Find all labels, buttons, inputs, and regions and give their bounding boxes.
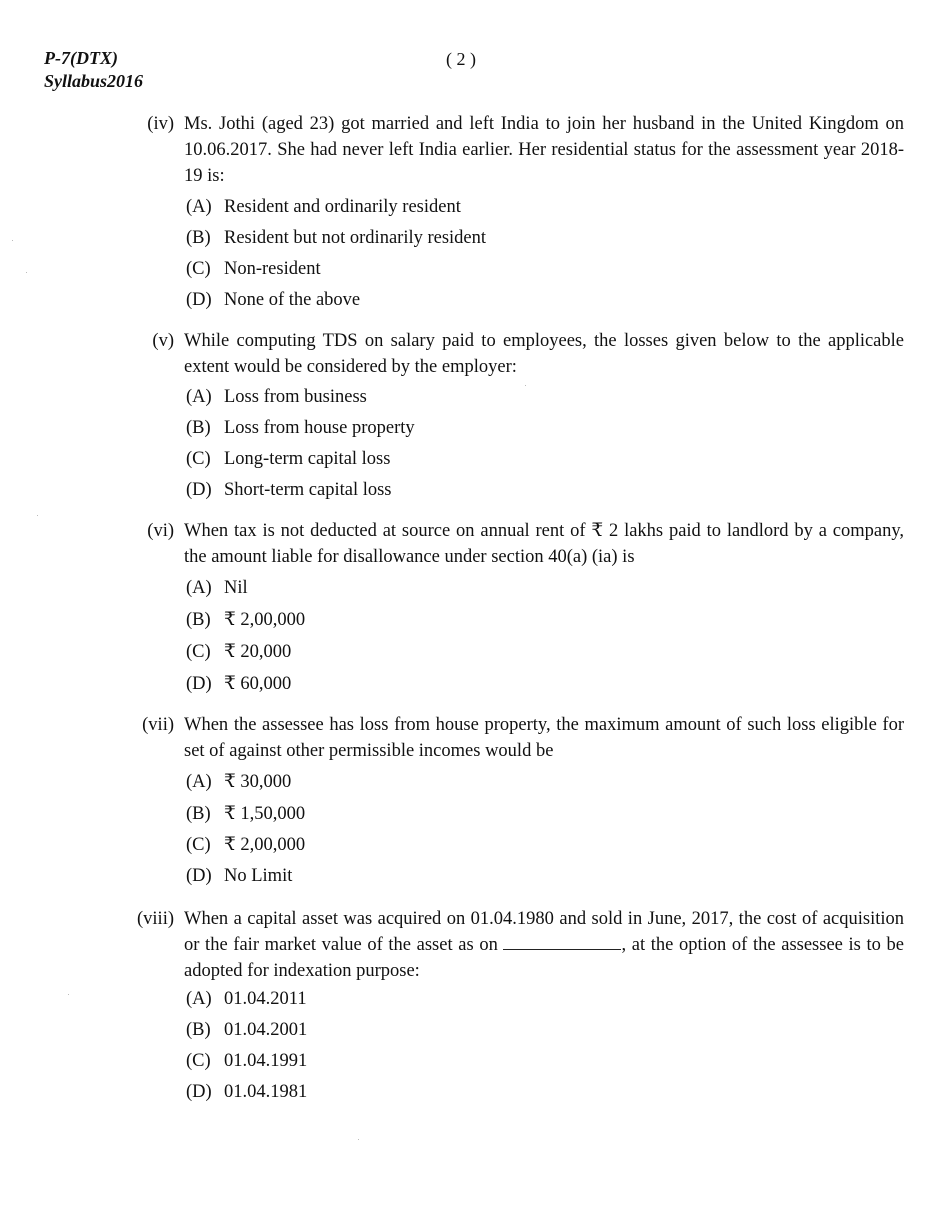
option-b [186, 226, 486, 250]
option-b [186, 416, 415, 440]
question-text: When tax is not deducted at source on annual rent of ₹ 2 lakhs paid to landlord by a company, the amount liable for disallowance under section 40(a) (ia) is [184, 521, 904, 567]
option-letter: (C) [186, 259, 211, 279]
option-text: ₹ 30,000 [224, 772, 292, 792]
syllabus-label: Syllabus2016 [44, 71, 144, 91]
option-text: Long-term capital loss [224, 449, 391, 469]
option-letter: (A) [186, 989, 212, 1009]
option-letter: (D) [186, 1082, 212, 1102]
option-text: Resident but not ordinarily resident [224, 228, 487, 248]
option-letter: (A) [186, 578, 212, 598]
option-text: Non-resident [224, 259, 321, 279]
question-text: Ms. Jothi (aged 23) got married and left India to join her husband in the United Kingdom on 10.06.2017. She had never left India earlier. Her residential status for the assessment year 2018-19 is: [184, 114, 904, 186]
option-text: ₹ 2,00,000 [224, 610, 306, 630]
option-text: 01.04.2011 [224, 989, 307, 1009]
question-text: While computing TDS on salary paid to employees, the losses given below to the applicable extent would be considered by the employer: [184, 331, 904, 377]
option-c [186, 640, 291, 664]
question-number: (vii) [142, 715, 174, 735]
scan-speck [26, 272, 27, 273]
option-c [186, 447, 390, 471]
option-letter: (B) [186, 418, 211, 438]
question-number: (viii) [137, 909, 174, 929]
option-text: Short-term capital loss [224, 480, 392, 500]
question-text [184, 906, 904, 984]
option-d [186, 478, 392, 502]
question-text-part2: , at the option of the assessee is to be adopted for indexation purpose: [184, 935, 905, 981]
option-letter: (D) [186, 290, 212, 310]
option-text: 01.04.1991 [224, 1051, 308, 1071]
option-b [186, 1018, 307, 1042]
scan-speck [358, 1139, 359, 1140]
option-text: Resident and ordinarily resident [224, 197, 461, 217]
question-number: (iv) [147, 114, 174, 134]
option-text: ₹ 60,000 [224, 674, 292, 694]
option-a [186, 770, 291, 794]
scan-speck [68, 994, 69, 995]
option-letter: (B) [186, 228, 211, 248]
option-letter: (B) [186, 804, 211, 824]
question-number: (vi) [147, 521, 174, 541]
option-text: ₹ 20,000 [224, 642, 292, 662]
option-d [186, 288, 360, 312]
option-letter: (B) [186, 610, 211, 630]
page-number: ( 2 ) [446, 49, 476, 69]
option-d [186, 672, 291, 696]
option-letter: (C) [186, 835, 211, 855]
option-a [186, 385, 367, 409]
option-c [186, 1049, 307, 1073]
option-c [186, 833, 305, 857]
option-b [186, 608, 305, 632]
option-letter: (A) [186, 387, 212, 407]
option-text: Loss from business [224, 387, 367, 407]
option-text: No Limit [224, 866, 293, 886]
option-letter: (A) [186, 772, 212, 792]
option-letter: (D) [186, 480, 212, 500]
option-letter: (D) [186, 866, 212, 886]
scan-speck [525, 385, 526, 386]
option-letter: (C) [186, 449, 211, 469]
option-d [186, 864, 292, 888]
option-a [186, 987, 307, 1011]
fill-in-blank [503, 935, 621, 950]
option-text: Loss from house property [224, 418, 415, 438]
question-number: (v) [152, 331, 174, 351]
option-text: ₹ 2,00,000 [224, 835, 306, 855]
option-text: ₹ 1,50,000 [224, 804, 306, 824]
option-a [186, 195, 461, 219]
option-letter: (A) [186, 197, 212, 217]
option-c [186, 257, 321, 281]
scan-speck [37, 515, 38, 516]
option-letter: (D) [186, 674, 212, 694]
option-text: 01.04.1981 [224, 1082, 308, 1102]
option-text: Nil [224, 578, 248, 598]
scan-speck [12, 240, 13, 241]
question-text-part1: When a capital asset was acquired on 01.04.1980 and sold in June, 2017, the cost of acquisition or the fair market value of the asset as on [184, 909, 904, 955]
option-text: 01.04.2001 [224, 1020, 308, 1040]
paper-code: P-7(DTX) [44, 48, 118, 68]
option-d [186, 1080, 307, 1104]
option-a [186, 576, 248, 600]
option-letter: (C) [186, 642, 211, 662]
option-letter: (B) [186, 1020, 211, 1040]
option-text: None of the above [224, 290, 361, 310]
option-b [186, 802, 305, 826]
question-text: When the assessee has loss from house property, the maximum amount of such loss eligible for set of against other permissible incomes would be [184, 715, 904, 761]
option-letter: (C) [186, 1051, 211, 1071]
